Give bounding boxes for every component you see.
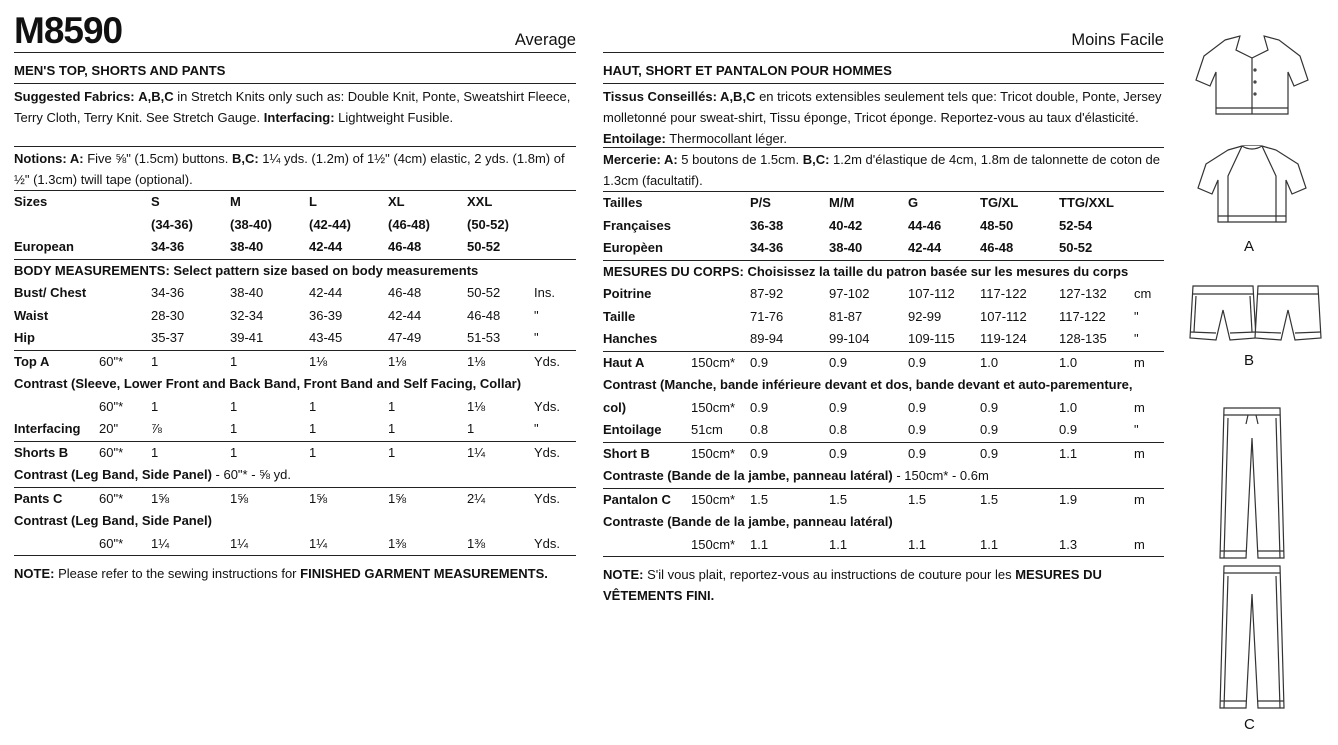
interfacing-row: Interfacing 20" ⅞ 1 1 1 1 " (14, 421, 539, 437)
top-contrast-row: col) 150cm* 0.9 0.9 0.9 0.9 1.0 m (603, 399, 1145, 415)
section-title: MEN'S TOP, SHORTS AND PANTS (14, 63, 226, 78)
fabrics-paragraph: Tissus Conseillés: A,B,C en tricots extensibles seulement tels que: Tricot double, Ponte, Jersey molletonné pour sweat-shirt, Tissu éponge, Tricot éponge. Reportez-vous au taux d'élasticité. Entoilage: Thermocollant léger. (603, 89, 1162, 146)
francaises-row: Françaises 36-38 40-42 44-46 48-50 52-54 (603, 217, 1093, 233)
garment-drawings (1180, 28, 1330, 740)
notions-paragraph: Notions: A: Five ⅝" (1.5cm) buttons. B,C: 1¼ yds. (1.2m) of 1½" (4cm) elastic, 2 yds. (1.8m) of ½" (1.3cm) twill tape (optional). (14, 151, 565, 187)
notions-paragraph: Mercerie: A: 5 boutons de 1.5cm. B,C: 1.2m d'élastique de 4cm, 1.8m de talonnette de coton de 1.3cm (facultatif). (603, 152, 1161, 188)
section-title: HAUT, SHORT ET PANTALON POUR HOMMES (603, 63, 892, 78)
shirt-front-illustration (1196, 36, 1308, 114)
sizes-row: Sizes S M L XL XXL (14, 191, 576, 214)
garment-illustrations (1180, 28, 1330, 740)
pants-contrast-row: 150cm* 1.1 1.1 1.1 1.1 1.3 m (691, 536, 1145, 552)
pants-c-row: Pants C 60"* 1⅝ 1⅝ 1⅝ 1⅝ 2¼ Yds. (14, 487, 576, 510)
body-measurements-title: BODY MEASUREMENTS: Select pattern size based on body measurements (14, 259, 576, 282)
difficulty-level: Moins Facile (1071, 31, 1164, 49)
shorts-b-row: Shorts B 60"* 1 1 1 1 1¼ Yds. (14, 441, 576, 464)
difficulty-level: Average (514, 31, 576, 49)
top-a-row: Top A 60"* 1 1 1⅛ 1⅛ 1⅛ Yds. (14, 350, 576, 373)
yardage-table (14, 190, 576, 555)
view-c-label: C (1244, 716, 1255, 733)
top-a-row: Haut A 150cm* 0.9 0.9 0.9 1.0 1.0 m (603, 351, 1164, 374)
top-contrast-label: Contrast (Manche, bande inférieure devant et dos, bande devant et auto-parementure, (603, 377, 1133, 393)
top-contrast-row: 60"* 1 1 1 1 1⅛ Yds. (99, 398, 561, 414)
pants-c-row: Pantalon C 150cm* 1.5 1.5 1.5 1.5 1.9 m (603, 488, 1164, 511)
header (603, 0, 1164, 52)
english-column (14, 0, 576, 584)
measurement-row: Bust/ Chest 34-36 38-40 42-44 46-48 50-52 Ins. (14, 285, 555, 301)
pants-contrast-label: Contrast (Leg Band, Side Panel) (14, 513, 212, 529)
pants-front-illustration (1220, 408, 1284, 558)
yardage-table (603, 191, 1164, 556)
european-row: Europèen 34-36 38-40 42-44 46-48 50-52 (603, 240, 1093, 256)
view-a-label: A (1244, 238, 1255, 255)
body-measurements-title: MESURES DU CORPS: Choisissez la taille du patron basée sur les mesures du corps (603, 260, 1164, 283)
top-contrast-label: Contrast (Sleeve, Lower Front and Back Band, Front Band and Self Facing, Collar) (14, 376, 522, 392)
note: NOTE: S'il vous plait, reportez-vous au instructions de couture pour les MESURES DU VÊTEMENTS FINI. (603, 567, 1102, 603)
shirt-back-illustration (1198, 146, 1306, 222)
interfacing-row: Entoilage 51cm 0.8 0.8 0.9 0.9 0.9 " (603, 422, 1139, 438)
size-range-row: (34-36) (38-40) (42-44) (46-48) (50-52) (151, 216, 509, 232)
pattern-code: M8590 (14, 10, 123, 51)
measurement-row: Poitrine 87-92 97-102 107-112 117-122 127-132 cm (603, 286, 1152, 302)
header (14, 0, 576, 52)
sizes-row: Tailles P/S M/M G TG/XL TTG/XXL (603, 192, 1164, 215)
measurement-row: Taille 71-76 81-87 92-99 107-112 117-122 " (603, 308, 1139, 324)
french-column (603, 0, 1164, 606)
note: NOTE: Please refer to the sewing instructions for FINISHED GARMENT MEASUREMENTS. (14, 566, 548, 581)
measurement-row: Hip 35-37 39-41 43-45 47-49 51-53 " (14, 330, 539, 346)
view-b-label: B (1244, 352, 1255, 369)
shorts-contrast-row: Contraste (Bande de la jambe, panneau latéral) - 150cm* - 0.6m (603, 468, 989, 484)
shorts-b-row: Short B 150cm* 0.9 0.9 0.9 0.9 1.1 m (603, 442, 1164, 465)
measurement-row: Hanches 89-94 99-104 109-115 119-124 128-135 " (603, 331, 1139, 347)
shorts-contrast-row: Contrast (Leg Band, Side Panel) - 60"* - ⅝ yd. (14, 467, 291, 483)
pants-back-illustration (1220, 566, 1284, 708)
measurement-row: Waist 28-30 32-34 36-39 42-44 46-48 " (14, 307, 539, 323)
fabrics-paragraph: Suggested Fabrics: A,B,C in Stretch Knits only such as: Double Knit, Ponte, Sweatshirt Fleece, Terry Cloth, Terry Knit. See Stretch Gauge. Interfacing: Lightweight Fusible. (14, 89, 571, 125)
pants-contrast-row: 60"* 1¼ 1¼ 1¼ 1⅜ 1⅜ Yds. (99, 535, 561, 551)
pants-contrast-label: Contraste (Bande de la jambe, panneau latéral) (603, 514, 893, 530)
shorts-back-illustration (1255, 286, 1321, 340)
shorts-front-illustration (1190, 286, 1256, 340)
european-row: European 34-36 38-40 42-44 46-48 50-52 (14, 239, 501, 255)
